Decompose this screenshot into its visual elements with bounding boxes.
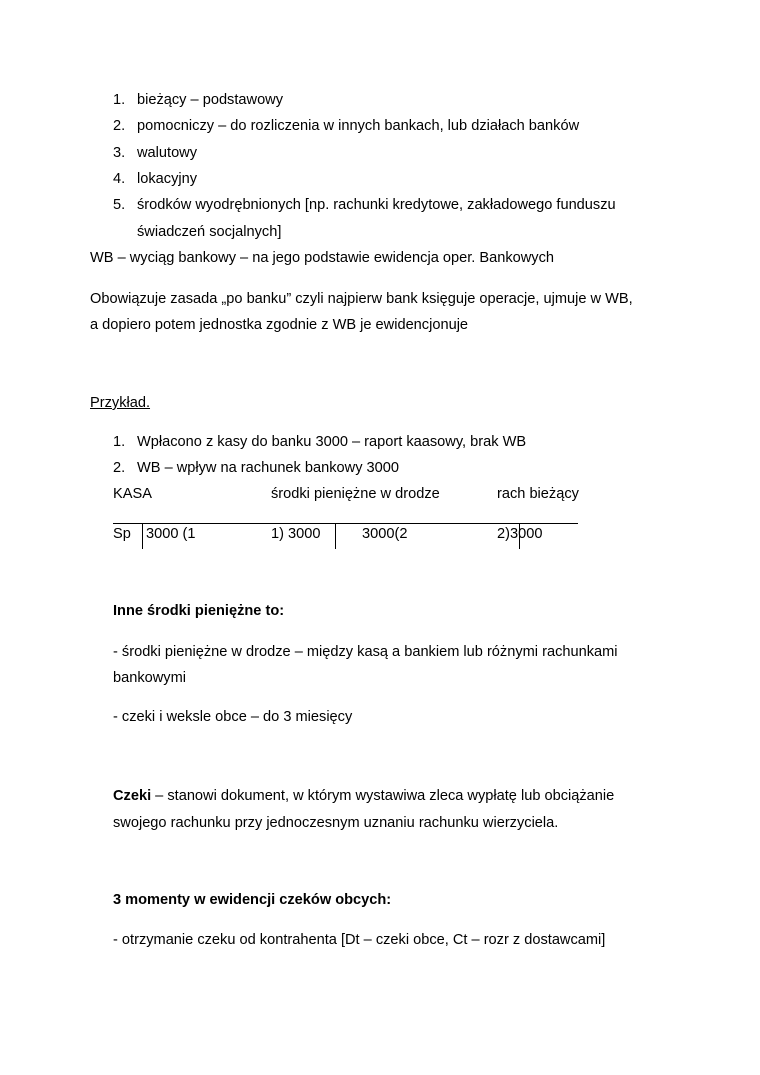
list-number: 2.: [113, 460, 126, 476]
wb-definition: WB – wyciąg bankowy – na jego podstawie ewidencja oper. Bankowych: [90, 250, 555, 266]
list-number: 1.: [113, 434, 126, 450]
rach-debit: 2)3000: [497, 526, 543, 542]
list-item: pomocniczy – do rozliczenia w innych bankach, lub działach banków: [137, 118, 580, 134]
account-title-spwd: środki pieniężne w drodze: [271, 486, 440, 502]
kasa-divider: [142, 523, 143, 549]
account-title-kasa: KASA: [113, 486, 152, 502]
list-number: 3.: [113, 145, 126, 161]
spwd-debit: 1) 3000: [271, 526, 321, 542]
czeki-line-1: [113, 787, 614, 805]
przyklad-heading: Przykład.: [90, 395, 151, 411]
list-number: 2.: [113, 118, 126, 134]
list-item: lokacyjny: [137, 171, 198, 187]
czeki-term: Czeki: [113, 788, 152, 804]
spwd-divider: [335, 523, 336, 549]
zasada-line-1: Obowiązuje zasada „po banku” czyli najpierw bank księguje operacje, ujmuje w WB,: [90, 291, 633, 307]
list-item: środków wyodrębnionych [np. rachunki kredytowe, zakładowego funduszu: [137, 197, 616, 213]
list-number: 1.: [113, 92, 126, 108]
momenty-item-1: - otrzymanie czeku od kontrahenta [Dt – czeki obce, Ct – rozr z dostawcami]: [113, 932, 606, 948]
list-item-continuation: świadczeń socjalnych]: [137, 224, 282, 240]
spwd-credit: 3000(2: [362, 526, 408, 542]
inne-item-1-line-1: - środki pieniężne w drodze – między kasą a bankiem lub różnymi rachunkami: [113, 644, 618, 660]
czeki-line-2: swojego rachunku przy jednoczesnym uznaniu rachunku wierzyciela.: [113, 815, 559, 831]
list-item: Wpłacono z kasy do banku 3000 – raport kaasowy, brak WB: [137, 434, 527, 450]
list-item: bieżący – podstawowy: [137, 92, 284, 108]
kasa-credit: 3000 (1: [146, 526, 196, 542]
inne-item-1-line-2: bankowymi: [113, 670, 186, 686]
list-item: WB – wpływ na rachunek bankowy 3000: [137, 460, 400, 476]
momenty-heading: 3 momenty w ewidencji czeków obcych:: [113, 892, 392, 908]
list-number: 4.: [113, 171, 126, 187]
list-number: 5.: [113, 197, 126, 213]
inne-heading: Inne środki pieniężne to:: [113, 603, 285, 619]
t-account-top-rule: [113, 523, 578, 524]
zasada-line-2: a dopiero potem jednostka zgodnie z WB je ewidencjonuje: [90, 317, 469, 333]
list-item: walutowy: [137, 145, 198, 161]
inne-item-2: - czeki i weksle obce – do 3 miesięcy: [113, 709, 353, 725]
kasa-debit: Sp: [113, 526, 131, 542]
account-title-rach: rach bieżący: [497, 486, 579, 502]
czeki-definition: – stanowi dokument, w którym wystawiwa zleca wypłatę lub obciążanie: [151, 788, 615, 804]
